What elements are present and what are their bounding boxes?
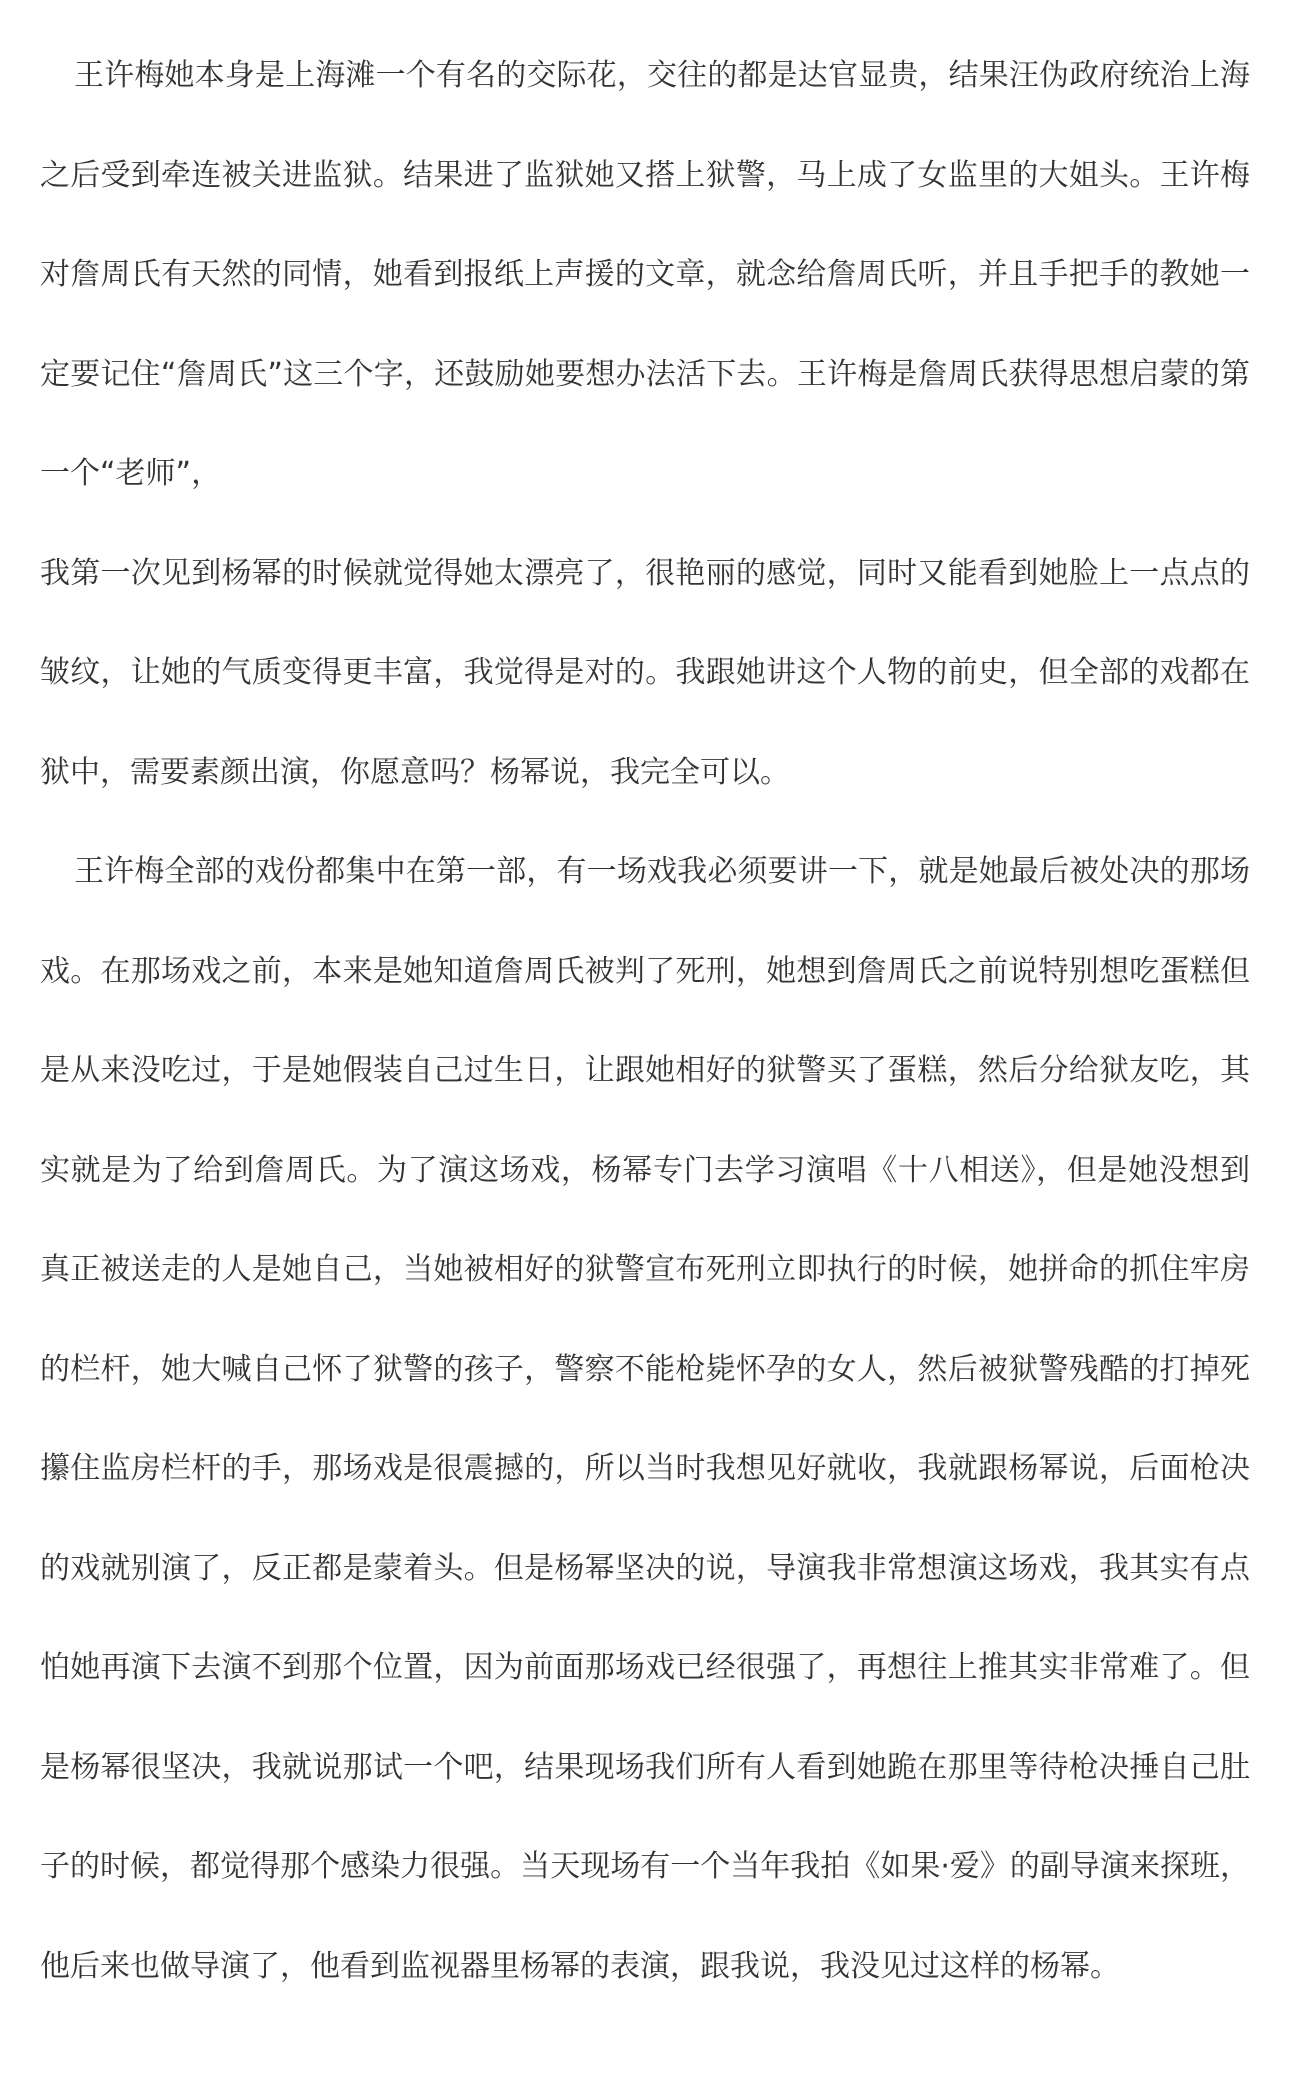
paragraph-first-meeting-yang-mi: 我第一次见到杨幂的时候就觉得她太漂亮了，很艳丽的感觉，同时又能看到她脸上一点点的皱纹，让她的气质变得更丰富，我觉得是对的。我跟她讲这个人物的前史，但全部的戏都在狱中，需要素颜出演，你愿意吗？杨幂说，我完全可以。 xyxy=(40,555,1250,790)
article-body xyxy=(40,26,1250,2016)
paragraph-wang-xumei-intro: 王许梅她本身是上海滩一个有名的交际花，交往的都是达官显贵，结果汪伪政府统治上海之后受到牵连被关进监狱。结果进了监狱她又搭上狱警，马上成了女监里的大姐头。王许梅对詹周氏有天然的同情，她看到报纸上声援的文章，就念给詹周氏听，并且手把手的教她一定要记住“詹周氏”这三个字，还鼓励她要想办法活下去。王许梅是詹周氏获得思想启蒙的第一个“老师”， xyxy=(40,58,1250,491)
paragraph-execution-scene: 王许梅全部的戏份都集中在第一部，有一场戏我必须要讲一下，就是她最后被处决的那场戏。在那场戏之前，本来是她知道詹周氏被判了死刑，她想到詹周氏之前说特别想吃蛋糕但是从来没吃过，于是她假装自己过生日，让跟她相好的狱警买了蛋糕，然后分给狱友吃，其实就是为了给到詹周氏。为了演这场戏，杨幂专门去学习演唱《十八相送》，但是她没想到真正被送走的人是她自己，当她被相好的狱警宣布死刑立即执行的时候，她拼命的抓住牢房的栏杆，她大喊自己怀了狱警的孩子，警察不能枪毙怀孕的女人，然后被狱警残酷的打掉死攥住监房栏杆的手，那场戏是很震撼的，所以当时我想见好就收，我就跟杨幂说，后面枪决的戏就别演了，反正都是蒙着头。但是杨幂坚决的说，导演我非常想演这场戏，我其实有点怕她再演下去演不到那个位置，因为前面那场戏已经很强了，再想往上推其实非常难了。但是杨幂很坚决，我就说那试一个吧，结果现场我们所有人看到她跪在那里等待枪决捶自己肚子的时候，都觉得那个感染力很强。当天现场有一个当年我拍《如果·爱》的副导演来探班，他后来也做导演了，他看到监视器里杨幂的表演，跟我说，我没见过这样的杨幂。 xyxy=(40,854,1250,1984)
